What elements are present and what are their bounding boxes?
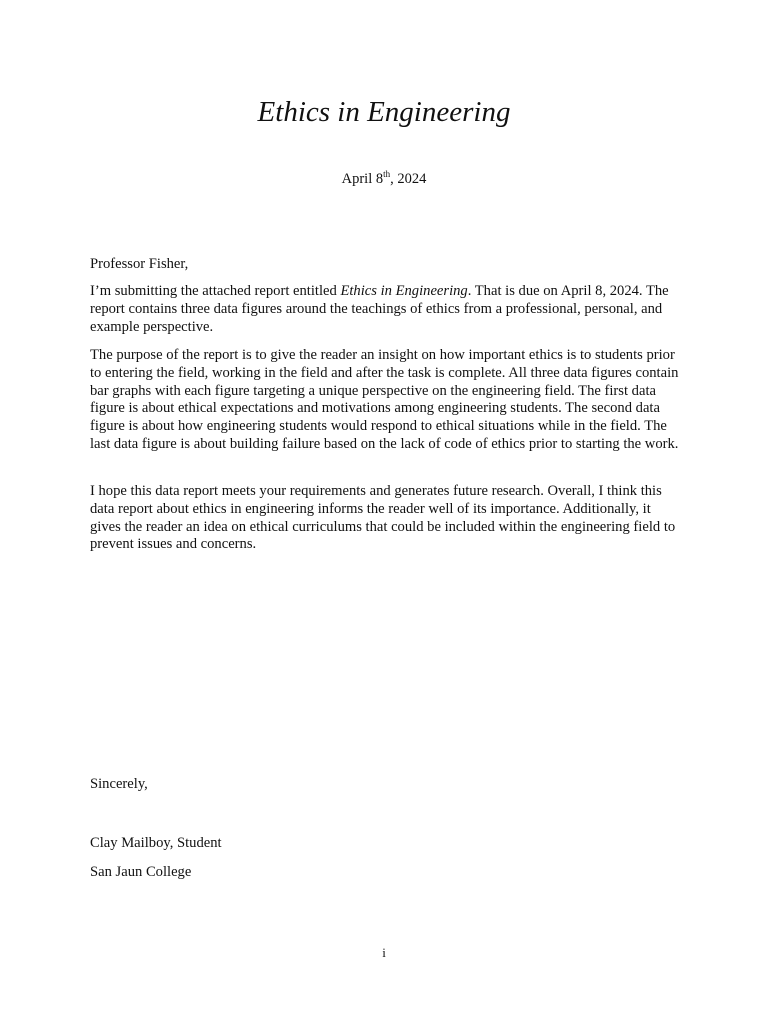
signature-name <box>90 835 680 853</box>
paragraph-1-report-title: Ethics in Engineering <box>340 283 468 299</box>
page-number: i <box>382 945 386 960</box>
salutation-text: Professor Fisher, <box>90 256 189 272</box>
paragraph-2 <box>90 347 680 454</box>
date-ordinal-suffix: th <box>383 169 391 180</box>
paragraph-3 <box>90 483 680 554</box>
document-title: Ethics in Engineering <box>257 96 511 128</box>
paragraph-2-text: The purpose of the report is to give the reader an insight on how important ethics is to students prior to entering the field, working in the field and after the task is complete. All three data figures contain bar graphs with each figure targeting a unique perspective on the engineering field. The first data figure is about ethical expectations and motivations among engineering students. The second data figure is about how engineering students would respond to ethical situations while in the field. The last data figure is about building failure based on the lack of code of ethics prior to starting the work. <box>90 347 679 452</box>
document-date <box>0 170 768 188</box>
paragraph-1-after-title: . That is due on April 8, 2024. The report contains three data figures around the teachings of ethics from a professional, personal, and example perspective. <box>90 283 669 335</box>
date-prefix: April 8 <box>341 171 384 187</box>
paragraph-1-before-title: I’m submitting the attached report entitled <box>90 283 341 299</box>
salutation <box>90 256 680 274</box>
signature-name-text: Clay Mailboy, Student <box>90 835 222 851</box>
paragraph-1-text <box>90 283 680 336</box>
date-suffix: , 2024 <box>390 171 427 187</box>
paragraph-3-text: I hope this data report meets your requirements and generates future research. Overall, I think this data report about ethics in engineering informs the reader well of its importance. Additionally, it gives the reader an idea on ethical curriculums that could be included within the engineering field to prevent issues and concerns. <box>90 483 676 553</box>
signature-school <box>90 864 680 882</box>
signature-school-text: San Jaun College <box>90 864 192 880</box>
paragraph-1 <box>90 283 680 336</box>
closing <box>90 776 680 794</box>
closing-text: Sincerely, <box>90 776 148 792</box>
